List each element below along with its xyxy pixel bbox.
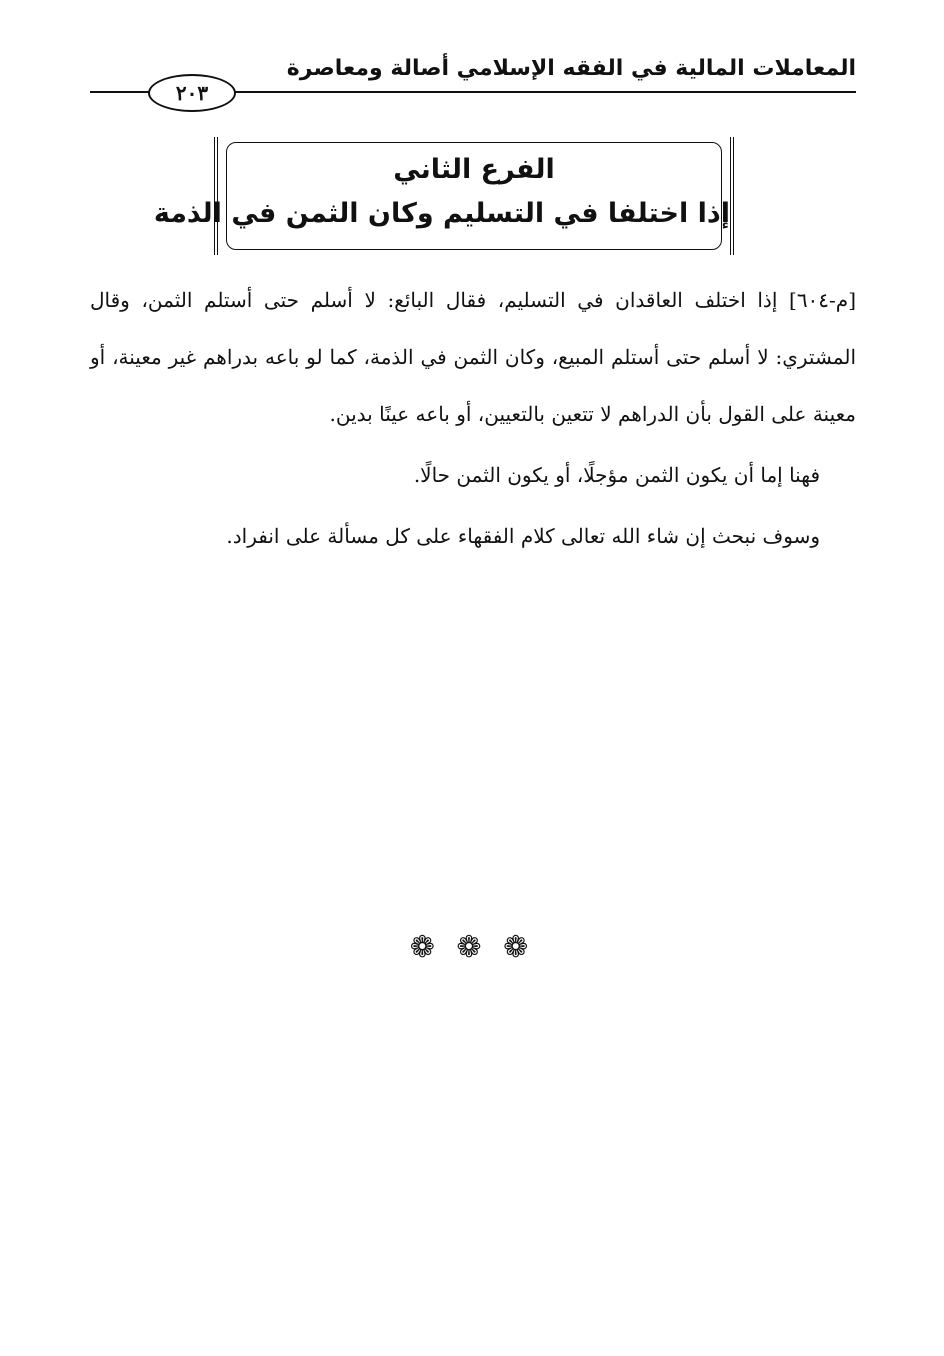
section-title: الفرع الثاني bbox=[393, 154, 555, 185]
paragraph-3: وسوف نبحث إن شاء الله تعالى كلام الفقهاء على كل مسألة على انفراد. bbox=[226, 524, 820, 548]
body-text bbox=[90, 272, 856, 565]
page-number: ٢٠٣ bbox=[148, 74, 236, 112]
section-title-frame bbox=[153, 137, 734, 255]
section-end-ornaments bbox=[0, 928, 944, 968]
flower-ornament-icon: ❁ bbox=[456, 930, 488, 965]
flower-ornament-icon: ❁ bbox=[503, 930, 535, 965]
paragraph-1: [م-٦٠٤] إذا اختلف العاقدان في التسليم، فقال البائع: لا أسلم حتى أستلم الثمن، وقال المشتري: لا أسلم حتى أستلم المبيع، وكان الثمن في الذمة، كما لو باعه بدراهم غير معينة، أو معينة على القول بأن الدراهم لا تتعين بالتعيين، أو باعه عينًا بدين. bbox=[90, 288, 856, 426]
flower-ornament-icon: ❁ bbox=[409, 930, 441, 965]
paragraph-2: فهنا إما أن يكون الثمن مؤجلًا، أو يكون الثمن حالًا. bbox=[413, 463, 820, 487]
section-subtitle: إذا اختلفا في التسليم وكان الثمن في الذمة bbox=[153, 198, 730, 229]
running-header-title: المعاملات المالية في الفقه الإسلامي أصالة ومعاصرة bbox=[286, 56, 856, 81]
